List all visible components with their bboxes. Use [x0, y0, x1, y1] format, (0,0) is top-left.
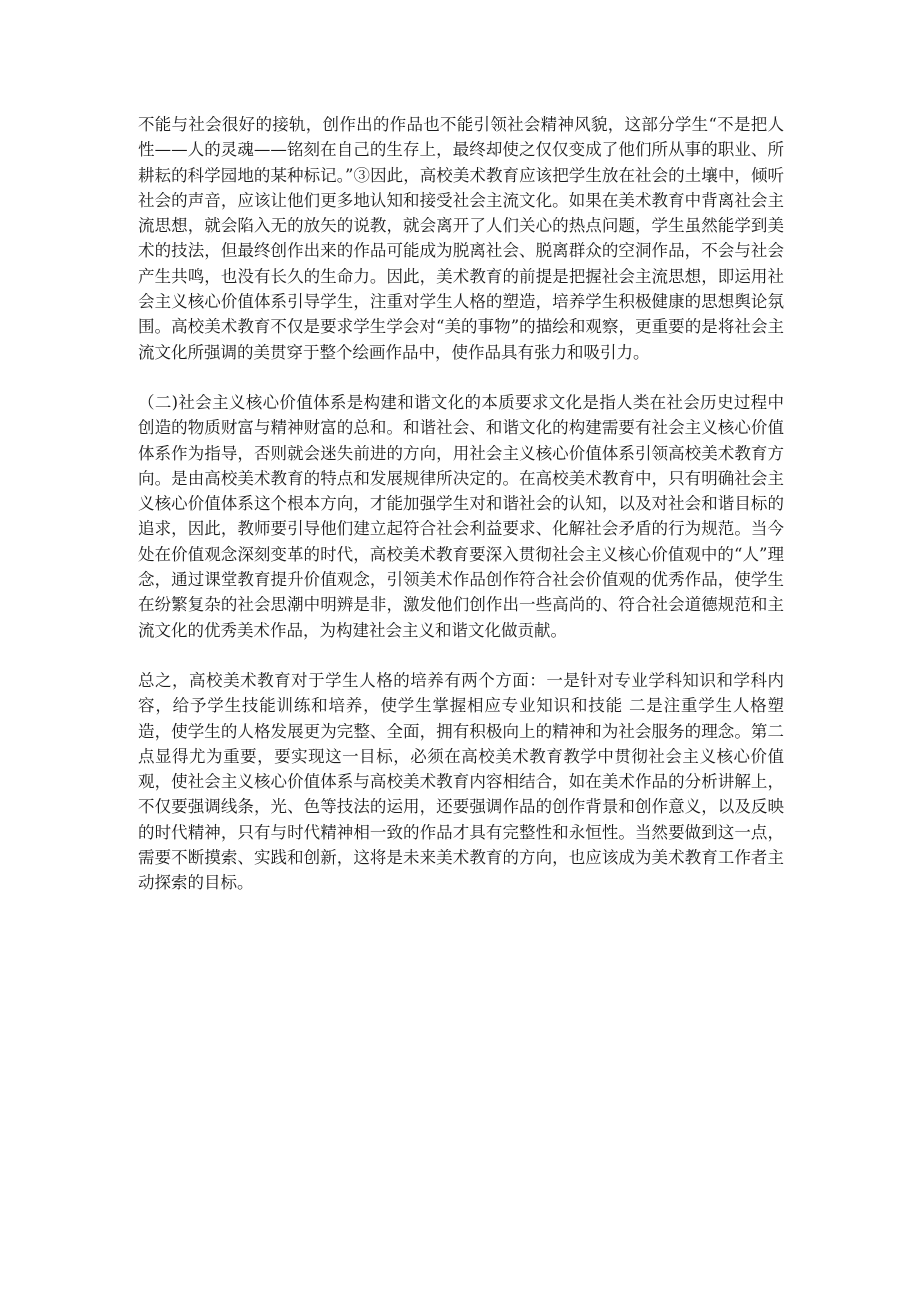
paragraph-1: 不能与社会很好的接轨，创作出的作品也不能引领社会精神风貌，这部分学生“不是把人性——人的灵魂——铭刻在自己的生存上，最终却使之仅仅变成了他们所从事的职业、所耕耘的科学园地的某种标记。”③因此，高校美术教育应该把学生放在社会的土壤中，倾听社会的声音，应该让他们更多地认知和接受社会主流文化。如果在美术教育中背离社会主流思想，就会陷入无的放矢的说教，就会离开了人们关心的热点问题，学生虽然能学到美术的技法，但最终创作出来的作品可能成为脱离社会、脱离群众的空洞作品，不会与社会产生共鸣，也没有长久的生命力。因此，美术教育的前提是把握社会主流思想，即运用社会主义核心价值体系引导学生，注重对学生人格的塑造，培养学生积极健康的思想舆论氛围。高校美术教育不仅是要求学生学会对“美的事物”的描绘和观察，更重要的是将社会主流文化所强调的美贯穿于整个绘画作品中，使作品具有张力和吸引力。: [138, 115, 784, 362]
paragraph-3: 总之，高校美术教育对于学生人格的培养有两个方面：一是针对专业学科知识和学科内容，给予学生技能训练和培养，使学生掌握相应专业知识和技能 二是注重学生人格塑造，使学生的人格发展更为完整、全面，拥有积极向上的精神和为社会服务的理念。第二点显得尤为重要，要实现这一目标，必须在高校美术教育教学中贯彻社会主义核心价值观，使社会主义核心价值体系与高校美术教育内容相结合，如在美术作品的分析讲解上，不仅要强调线条，光、色等技法的运用，还要强调作品的创作背景和创作意义，以及反映的时代精神，只有与时代精神相一致的作品才具有完整性和永恒性。当然要做到这一点，需要不断摸索、实践和创新，这将是未来美术教育的方向，也应该成为美术教育工作者主动探索的目标。: [138, 670, 784, 893]
document-body: [138, 112, 784, 896]
paragraph-2: （二)社会主义核心价值体系是构建和谐文化的本质要求文化是指人类在社会历史过程中创造的物质财富与精神财富的总和。和谐社会、和谐文化的构建需要有社会主义核心价值体系作为指导，否则就会迷失前进的方向，用社会主义核心价值体系引领高校美术教育方向。是由高校美术教育的特点和发展规律所决定的。在高校美术教育中，只有明确社会主义核心价值体系这个根本方向，才能加强学生对和谐社会的认知，以及对社会和谐目标的追求，因此，教师要引导他们建立起符合社会利益要求、化解社会矛盾的行为规范。当今处在价值观念深刻变革的时代，高校美术教育要深入贯彻社会主义核心价值观中的“人”理念，通过课堂教育提升价值观念，引领美术作品创作符合社会价值观的优秀作品，使学生在纷繁复杂的社会思潮中明辨是非，激发他们创作出一些高尚的、符合社会道德规范和主流文化的优秀美术作品，为构建社会主义和谐文化做贡献。: [138, 392, 784, 640]
